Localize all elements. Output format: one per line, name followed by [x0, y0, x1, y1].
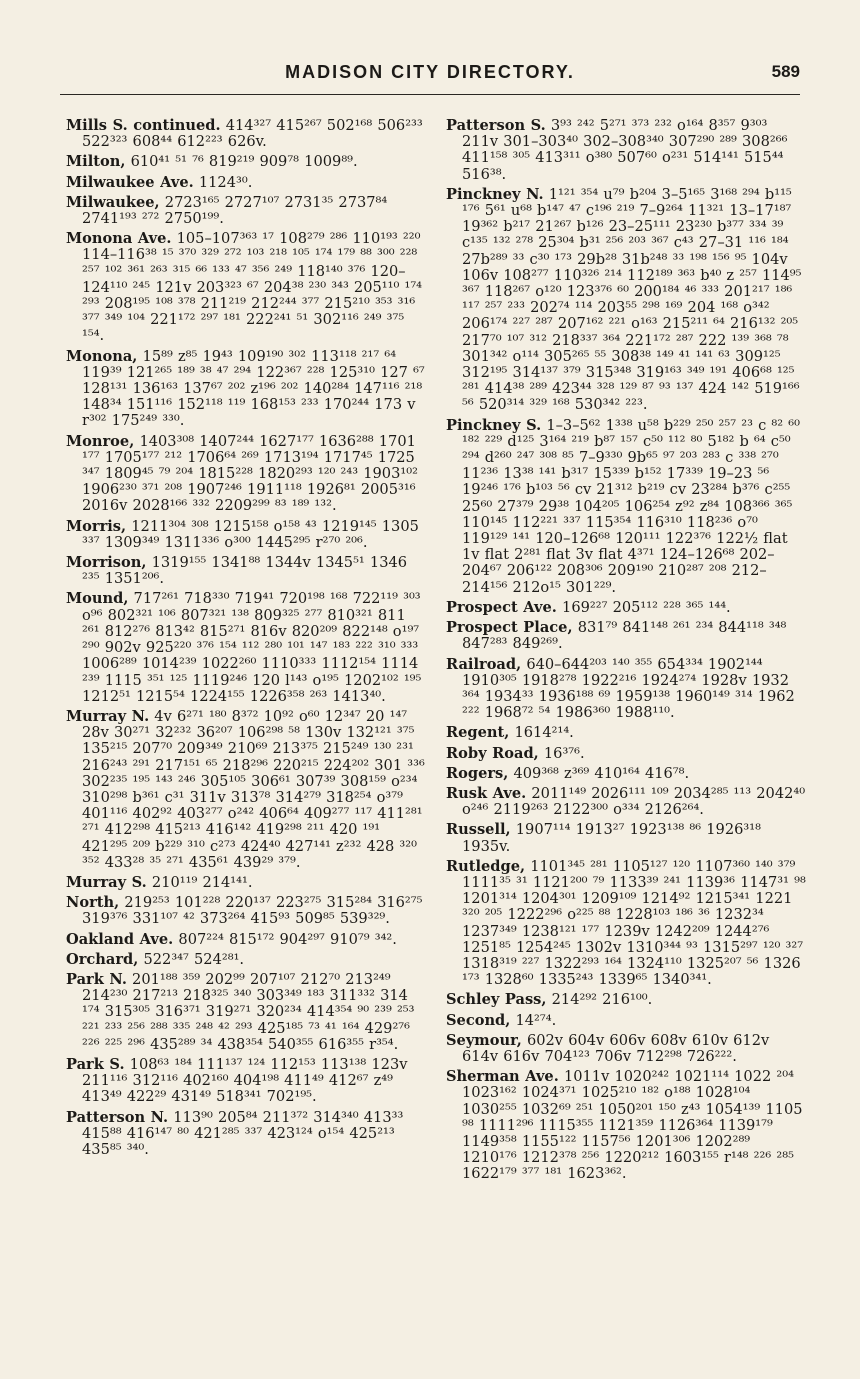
directory-entry — [66, 972, 426, 1053]
address-list: 16³⁷⁶. — [543, 744, 585, 762]
directory-entry — [446, 118, 806, 183]
street-name: Prospect Ave. — [446, 598, 557, 616]
address-list: 1124³⁰. — [198, 173, 253, 191]
address-list: 2011¹⁴⁹ 2026¹¹¹ ¹⁰⁹ 2034²⁸⁵ ¹¹³ 2042⁴⁰ o²⁴⁶ 2119²⁶³ 2122³⁰⁰ o³³⁴ 2126²⁶⁴. — [462, 784, 806, 819]
directory-entry — [66, 555, 426, 587]
address-list: 210¹¹⁹ 214¹⁴¹. — [151, 873, 253, 891]
street-name: Murray S. — [66, 873, 147, 891]
directory-entry — [446, 725, 806, 741]
directory-entry — [66, 895, 426, 927]
directory-entry — [446, 418, 806, 596]
directory-entry — [446, 822, 806, 854]
directory-entry — [446, 786, 806, 818]
address-list: 3⁹³ ²⁴² 5²⁷¹ ³⁷³ ²³² o¹⁶⁴ 8³⁵⁷ 9³⁰³ 211v 301–303⁴⁰ 302–308³⁴⁰ 307²⁹⁰ ²⁸⁹ 308²⁶⁶ 411¹⁵⁸ ³⁰⁵ 413³¹¹ o³⁸⁰ 507⁶⁰ o²³¹ 514¹⁴¹ 515⁴⁴ 516³⁸. — [462, 117, 788, 183]
right-column — [446, 118, 806, 1187]
directory-entry — [446, 657, 806, 722]
address-list: 15⁸⁹ z⁸⁵ 19⁴³ 109¹⁹⁰ ³⁰² 113¹¹⁸ ²¹⁷ ⁶⁴ 119³⁹ 121²⁶⁵ ¹⁸⁹ ³⁸ ⁴⁷ ²⁹⁴ 122³⁶⁷ ²²⁸ 125³¹⁰ 127 ⁶⁷ 128¹³¹ 136¹⁶³ 137⁶⁷ ²⁰² z¹⁹⁶ ²⁰² 140²⁸⁴ 147¹¹⁶ ²¹⁸ 148³⁴ 151¹¹⁶ 152¹¹⁸ ¹¹⁹ 168¹⁵³ ²³³ 170²⁴⁴ 173 v r³⁰² 175²⁴⁹ ³³⁰. — [82, 347, 425, 430]
directory-entry — [446, 600, 806, 616]
directory-entry — [66, 1057, 426, 1106]
street-name: Morris, — [66, 517, 127, 535]
address-list: 1319¹⁵⁵ 1341⁸⁸ 1344v 1345⁵¹ 1346 ²³⁵ 1351²⁰⁶. — [82, 554, 408, 588]
directory-entry — [446, 1069, 806, 1182]
address-list: 169²²⁷ 205¹¹² ²²⁸ ³⁶⁵ ¹⁴⁴. — [562, 598, 731, 616]
street-name: Monroe, — [66, 432, 135, 450]
street-name: Prospect Place, — [446, 619, 573, 637]
address-list: 1403³⁰⁸ 1407²⁴⁴ 1627¹⁷⁷ 1636²⁸⁸ 1701 ¹⁷⁷ 1705¹⁷⁷ ²¹² 1706⁶⁴ ²⁶⁹ 1713¹⁹⁴ 1717⁴⁵ 1725 ³⁴⁷ 1809⁴⁵ ⁷⁹ ²⁰⁴ 1815²²⁸ 1820²⁹³ ¹²⁰ ²⁴³ 1903¹⁰² 1906²³⁰ ³⁷¹ ²⁰⁸ 1907²⁴⁶ 1911¹¹⁸ 1926⁸¹ 2005³¹⁶ 2016v 2028¹⁶⁶ ³³² 2209²⁹⁹ ⁸³ ¹⁸⁹ ¹³². — [82, 432, 418, 515]
page-number: 589 — [771, 62, 800, 81]
street-name: Park S. — [66, 1055, 125, 1073]
directory-entry — [66, 1110, 426, 1159]
directory-entry — [446, 620, 806, 652]
street-name: Pinckney S. — [446, 416, 542, 434]
page-header — [60, 62, 800, 92]
address-list: 1907¹¹⁴ 1913²⁷ 1923¹³⁸ ⁸⁶ 1926³¹⁸ 1935v. — [462, 821, 761, 855]
street-name: Mills S. continued. — [66, 117, 221, 134]
address-list: 1211³⁰⁴ ³⁰⁸ 1215¹⁵⁸ o¹⁵⁸ ⁴³ 1219¹⁴⁵ 1305 ³³⁷ 1309³⁴⁹ 1311³³⁶ o³⁰⁰ 1445²⁹⁵ r²⁷⁰ ²⁰⁶. — [82, 517, 419, 551]
street-name: Seymour, — [446, 1031, 522, 1049]
address-list: 1101³⁴⁵ ²⁸¹ 1105¹²⁷ ¹²⁰ 1107³⁶⁰ ¹⁴⁰ ³⁷⁹ 1111³⁵ ³¹ 1121²⁰⁰ ⁷⁹ 1133³⁹ ²⁴¹ 1139³⁶ 1147³¹ ⁹⁸ 1201³¹⁴ 1204³⁰¹ 1209¹⁰⁹ 1214⁹² 1215³⁴¹ 1221 ³²⁰ ²⁰⁵ 1222²⁹⁶ o²²⁵ ⁸⁸ 1228¹⁰³ ¹⁸⁶ ³⁶ 1232³⁴ 1237³⁴⁹ 1238¹²¹ ¹⁷⁷ 1239v 1242²⁰⁹ 1244²⁷⁶ 1251⁸⁵ 1254²⁴⁵ 1302v 1310³⁴⁴ ⁹³ 1315²⁹⁷ ¹²⁰ ³²⁷ 1318³¹⁹ ²²⁷ 1322²⁹³ ¹⁶⁴ 1324¹¹⁰ 1325²⁰⁷ ⁵⁶ 1326 ¹⁷³ 1328⁶⁰ 1335²⁴³ 1339⁶⁵ 1340³⁴¹. — [462, 857, 806, 989]
street-name: Rogers, — [446, 764, 509, 782]
street-name: Second, — [446, 1011, 511, 1029]
street-name: Schley Pass, — [446, 991, 547, 1009]
directory-entry — [66, 231, 426, 344]
street-name: Park N. — [66, 970, 127, 988]
address-list: 522³⁴⁷ 524²⁸¹. — [143, 950, 245, 968]
directory-entry — [66, 875, 426, 891]
address-list: 1¹²¹ ³⁵⁴ u⁷⁹ b²⁰⁴ 3–5¹⁶⁵ 3¹⁶⁸ ²⁹⁴ b¹¹⁵ ¹⁷⁶ 5⁶¹ u⁶⁸ b¹⁴⁷ ⁴⁷ c¹⁹⁶ ²¹⁹ 7–9²⁶⁴ 11³²¹ 13–17¹⁸⁷ 19³⁶² b²¹⁷ 21²⁶⁷ b¹²⁶ 23–25¹¹¹ 23²³⁰ b³⁷⁷ ³³⁴ ³⁹ c¹³⁵ ¹³² ²⁷⁸ 25³⁰⁴ b³¹ ²⁵⁶ ²⁰³ ³⁶⁷ c⁴³ 27–31 ¹¹⁶ ¹⁸⁴ 27b²⁸⁹ ³³ c³⁰ ¹⁷³ 29b²⁸ 31b²⁴⁸ ³³ ¹⁹⁸ ¹⁵⁶ ⁹⁵ 104v 106v 108²⁷⁷ 110³²⁶ ²¹⁴ 112¹⁸⁹ ³⁶³ b⁴⁰ z ²⁵⁷ 114⁹⁵ ³⁶⁷ 118²⁶⁷ o¹²⁰ 123³⁷⁶ ⁶⁰ 200¹⁸⁴ ⁴⁶ ³³³ 201²¹⁷ ¹⁸⁶ ¹¹⁷ ²⁵⁷ ²³³ 202⁷⁴ ¹¹⁴ 203⁵⁵ ²⁹⁸ ¹⁶⁹ 204 ¹⁶⁸ o³⁴² 206¹⁷⁴ ²²⁷ ²⁸⁷ 207¹⁶² ²²¹ o¹⁶³ 215²¹¹ ⁶⁴ 216¹³² ²⁰⁵ 217⁷⁰ ¹⁰⁷ ³¹² 218³³⁷ ³⁶⁴ 221¹⁷² ²⁸⁷ 222 ¹³⁹ ³⁶⁸ ⁷⁸ 301³⁴² o¹¹⁴ 305²⁶⁵ ⁵⁵ 308³⁸ ¹⁴⁹ ⁴¹ ¹⁴¹ ⁶³ 309¹²⁵ 312¹⁹⁵ 314¹³⁷ ³⁷⁹ 315³⁴⁸ 319¹⁶³ ³⁴⁹ ¹⁹¹ 406⁶⁸ ¹²⁵ ²⁸¹ 414³⁸ ²⁸⁹ 423⁴⁴ ³²⁸ ¹²⁹ ⁸⁷ ⁹³ ¹³⁷ 424 ¹⁴² 519¹⁶⁶ ⁵⁶ 520³¹⁴ ³²⁹ ¹⁶⁸ 530³⁴² ²²³. — [462, 185, 802, 414]
street-name: Sherman Ave. — [446, 1068, 559, 1086]
street-name: Rutledge, — [446, 857, 526, 875]
page-title: MADISON CITY DIRECTORY. — [285, 62, 575, 82]
address-list: 1–3–5⁶² 1³³⁸ u⁵⁸ b²²⁹ ²⁵⁰ ²⁵⁷ ²³ c ⁸² ⁶⁰ ¹⁸² ²²⁹ d¹²⁵ 3¹⁶⁴ ²¹⁹ b⁸⁷ ¹⁵⁷ c⁵⁰ ¹¹² ⁸⁰ 5¹⁸² b ⁶⁴ c⁵⁰ ²⁹⁴ d²⁶⁰ ²⁴⁷ ³⁰⁸ ⁸⁵ 7–9³³⁰ 9b⁶⁵ ⁹⁷ ²⁰³ ²⁸³ c ³³⁸ ²⁷⁰ 11²³⁶ 13³⁸ ¹⁴¹ b³¹⁷ 15³³⁹ b¹⁵² 17³³⁹ 19–23 ⁵⁶ 19²⁴⁶ ¹⁷⁶ b¹⁰³ ⁵⁶ cv 21³¹² b²¹⁹ cv 23²⁸⁴ b³⁷⁶ c²⁵⁵ 25⁶⁰ 27³⁷⁹ 29³⁸ 104²⁰⁵ 106²⁵⁴ z⁹² z⁸⁴ 108³⁶⁶ ³⁶⁵ 110¹⁴⁵ 112²²¹ ³³⁷ 115³⁵⁴ 116³¹⁰ 118²³⁶ o⁷⁰ 119¹²⁹ ¹⁴¹ 120–126⁶⁸ 120¹¹¹ 122³⁷⁶ 122½ flat 1v flat 2²⁸¹ flat 3v flat 4³⁷¹ 124–126⁶⁸ 202–204⁶⁷ 206¹²² 208³⁰⁶ 209¹⁹⁰ 210²⁸⁷ ²⁰⁸ 212–214¹⁵⁶ 212o¹⁵ 301²²⁹. — [462, 416, 800, 596]
street-name: Rusk Ave. — [446, 784, 527, 802]
street-name: Milwaukee Ave. — [66, 173, 194, 191]
address-list: 414³²⁷ 415²⁶⁷ 502¹⁶⁸ 506²³³ 522³²³ 608⁴⁴ 612²²³ 626v. — [82, 117, 423, 151]
directory-entry — [66, 519, 426, 551]
directory-entry — [66, 195, 426, 227]
directory-entry — [446, 992, 806, 1008]
address-list: 640–644²⁰³ ¹⁴⁰ ³⁵⁵ 654³³⁴ 1902¹⁴⁴ 1910³⁰⁵ 1918²⁷⁸ 1922²¹⁶ 1924²⁷⁴ 1928v 1932 ³⁶⁴ 1934³³ 1936¹⁸⁸ ⁶⁹ 1959¹³⁸ 1960¹⁴⁹ ³¹⁴ 1962 ²²² 1968⁷² ⁵⁴ 1986³⁶⁰ 1988¹¹⁰. — [462, 655, 795, 722]
address-list: 219²⁵³ 101²²⁸ 220¹³⁷ 223²⁷⁵ 315²⁸⁴ 316²⁷⁵ 319³⁷⁶ 331¹⁰⁷ ⁴² 373²⁶⁴ 415⁹³ 509⁸⁵ 539³²⁹. — [82, 894, 423, 928]
address-list: 807²²⁴ 815¹⁷² 904²⁹⁷ 910⁷⁹ ³⁴². — [178, 930, 397, 948]
street-name: Patterson N. — [66, 1108, 169, 1126]
street-name: Russell, — [446, 821, 511, 839]
address-list: 1011v 1020²⁴² 1021¹¹⁴ 1022 ²⁰⁴ 1023¹⁶² 1024³⁷¹ 1025²¹⁰ ¹⁸² o¹⁸⁸ 1028¹⁰⁴ 1030²⁵⁵ 1032⁶⁹ ²⁵¹ 1050²⁰¹ ¹⁵⁰ z⁴³ 1054¹³⁹ 1105 ⁹⁸ 1111²⁹⁶ 1115³⁵⁵ 1121³⁵⁹ 1126³⁶⁴ 1139¹⁷⁹ 1149³⁵⁸ 1155¹²² 1157⁵⁶ 1201³⁰⁶ 1202²⁸⁹ 1210¹⁷⁶ 1212³⁷⁸ ²⁵⁶ 1220²¹² 1603¹⁵⁵ r¹⁴⁸ ²²⁶ ²⁸⁵ 1622¹⁷⁹ ³⁷⁷ ¹⁸¹ 1623³⁶². — [462, 1068, 803, 1183]
address-list: 409³⁶⁸ z³⁶⁹ 410¹⁶⁴ 416⁷⁸. — [513, 764, 690, 782]
street-name: Mound, — [66, 590, 129, 608]
left-column — [66, 118, 426, 1162]
directory-entry — [446, 746, 806, 762]
address-list: 831⁷⁹ 841¹⁴⁸ ²⁶¹ ²³⁴ 844¹¹⁸ ³⁴⁸ 847²⁸³ 849²⁶⁹. — [462, 619, 787, 653]
street-name: Railroad, — [446, 655, 522, 673]
street-name: Oakland Ave. — [66, 930, 174, 948]
address-list: 717²⁶¹ 718³³⁰ 719⁴¹ 720¹⁹⁸ ¹⁶⁸ 722¹¹⁹ ³⁰³ o⁹⁶ 802³²¹ ¹⁰⁶ 807³²¹ ¹³⁸ 809³²⁵ ²⁷⁷ 810³²¹ 811 ²⁶¹ 812²⁷⁶ 813⁴² 815²⁷¹ 816v 820²⁰⁹ 822¹⁴⁸ o¹⁹⁷ ²⁹⁰ 902v 925²²⁰ ³⁷⁶ ¹⁵⁴ ¹¹² ²⁸⁰ ¹⁰¹ ¹⁴⁷ ¹⁸³ ²²² ³¹⁰ ³³³ 1006²⁸⁹ 1014²³⁹ 1022²⁶⁰ 1110³³³ 1112¹⁵⁴ 1114 ²³⁹ 1115 ³⁵¹ ¹²⁵ 1119²⁴⁶ 120 l¹⁴³ o¹⁹⁵ 1202¹⁰² ¹⁹⁵ 1212⁵¹ 1215⁵⁴ 1224¹⁵⁵ 1226³⁵⁸ ²⁶³ 1413⁴⁰. — [82, 590, 422, 705]
address-list: 113⁹⁰ 205⁸⁴ 211³⁷² 314³⁴⁰ 413³³ 415⁸⁸ 416¹⁴⁷ ⁸⁰ 421²⁸⁵ ³³⁷ 423¹²⁴ o¹⁵⁴ 425²¹³ 435⁸⁵ ³⁴⁰. — [82, 1108, 404, 1158]
directory-entry — [66, 591, 426, 704]
address-list: 214²⁹² 216¹⁰⁰. — [551, 991, 653, 1009]
street-name: Regent, — [446, 724, 510, 742]
directory-entry — [446, 859, 806, 989]
directory-entry — [66, 175, 426, 191]
directory-entry — [66, 349, 426, 430]
address-list: 201¹⁸⁸ ³⁵⁹ 202⁹⁹ 207¹⁰⁷ 212⁷⁰ 213²⁴⁹ 214²³⁰ 217²¹³ 218³²⁵ ³⁴⁰ 303³⁴⁹ ¹⁸³ 311³³² 314 ¹⁷⁴ 315³⁰⁵ 316³⁷¹ 319²⁷¹ 320²³⁴ 414³⁵⁴ ⁹⁰ ²³⁹ ²⁵³ ²²¹ ²³³ ²⁵⁶ ²⁸⁸ ³³⁵ ²⁴⁸ ⁴² ²⁹³ 425¹⁸⁵ ⁷³ ⁴¹ ¹⁶⁴ 429²⁷⁶ ²²⁶ ²²⁵ ²⁹⁶ 435²⁸⁹ ³⁴ 438³⁵⁴ 540³⁵⁵ 616³⁵⁵ r³⁵⁴. — [82, 970, 415, 1053]
street-name: Pinckney N. — [446, 185, 544, 203]
address-list: 610⁴¹ ⁵¹ ⁷⁶ 819²¹⁹ 909⁷⁸ 1009⁸⁹. — [130, 153, 358, 171]
address-list: 108⁶³ ¹⁸⁴ 111¹³⁷ ¹²⁴ 112¹⁵³ 113¹³⁸ 123v 211¹¹⁶ 312¹¹⁶ 402¹⁶⁰ 404¹⁹⁸ 411⁴⁹ 412⁶⁷ z⁴⁹ 413⁴⁹ 422²⁹ 431⁴⁹ 518³⁴¹ 702¹⁹⁵. — [82, 1055, 408, 1106]
address-list: 602v 604v 606v 608v 610v 612v 614v 616v 704¹²³ 706v 712²⁹⁸ 726²²². — [462, 1031, 770, 1065]
address-list: 105–107³⁶³ ¹⁷ 108²⁷⁹ ²⁸⁶ 110¹⁹³ ²²⁰ 114–116³⁸ ¹⁵ ³⁷⁰ ³²⁹ ²⁷² ¹⁰³ ²¹⁸ ¹⁰⁵ ¹⁷⁴ ¹⁷⁹ ⁸⁸ ³⁰⁰ ²²⁸ ²⁵⁷ ¹⁰² ³⁶¹ ²⁶³ ³¹⁵ ⁶⁶ ¹³³ ⁴⁷ ³⁵⁶ ²⁴⁹ 118¹⁴⁰ ³⁷⁶ 120–124¹¹⁰ ²⁴⁵ 121v 203³²³ ⁶⁷ 204³⁸ ²³⁰ ³⁴³ 205¹¹⁰ ¹⁷⁴ ²⁹³ 208¹⁹⁵ ¹⁰⁸ ³⁷⁸ 211²¹⁹ 212²⁴⁴ ³⁷⁷ 215²¹⁰ ³⁵³ ³¹⁶ ³⁷⁷ ³⁴⁹ ¹⁰⁴ 221¹⁷² ²⁹⁷ ¹⁸¹ 222²⁴¹ ⁵¹ 302¹¹⁶ ²⁴⁹ ³⁷⁵ ¹⁵⁴. — [82, 230, 423, 345]
directory-entry — [66, 709, 426, 871]
address-list: 1614²¹⁴. — [514, 724, 574, 742]
street-name: Murray N. — [66, 707, 150, 725]
street-name: Roby Road, — [446, 744, 539, 762]
street-name: North, — [66, 894, 120, 912]
street-name: Orchard, — [66, 950, 139, 968]
directory-entry — [446, 1033, 806, 1065]
directory-entry — [446, 187, 806, 414]
directory-entry — [66, 952, 426, 968]
street-name: Milton, — [66, 153, 126, 171]
directory-entry — [66, 118, 426, 150]
directory-entry — [66, 932, 426, 948]
directory-entry — [66, 154, 426, 170]
directory-entry — [66, 434, 426, 515]
address-list: 14²⁷⁴. — [515, 1011, 557, 1029]
directory-entry — [446, 1013, 806, 1029]
street-name: Patterson S. — [446, 117, 546, 134]
header-rule — [60, 94, 800, 95]
directory-entry — [446, 766, 806, 782]
street-name: Monona Ave. — [66, 230, 172, 248]
address-list: 4v 6²⁷¹ ¹⁸⁰ 8³⁷² 10⁹² o⁶⁰ 12³⁴⁷ 20 ¹⁴⁷ 28v 30²⁷¹ 32²³² 36²⁰⁷ 106²⁹⁸ ⁵⁸ 130v 132¹²¹ ³⁷⁵ 135²¹⁵ 207⁷⁰ 209³⁴⁹ 210⁶⁹ 213³⁷⁵ 215²⁴⁹ ¹³⁰ ²³¹ 216²⁴³ ²⁹¹ 217¹⁵¹ ⁶⁵ 218²⁹⁶ 220²¹⁵ 224²⁰² 301 ³³⁶ 302²³⁵ ¹⁹⁵ ¹⁴³ ²⁴⁶ 305¹⁰⁵ 306⁶¹ 307³⁹ 308¹⁵⁹ o²³⁴ 310²⁹⁸ b³⁶¹ c³¹ 311v 313⁷⁸ 314²⁷⁹ 318²⁵⁴ o³⁷⁹ 401¹¹⁶ 402⁹² 403²⁷⁷ o²⁴² 406⁶⁴ 409²⁷⁷ ¹¹⁷ 411²⁸¹ ²⁷¹ 412²⁹⁸ 415²¹³ 416¹⁴² 419²⁹⁸ ²¹¹ 420 ¹⁹¹ 421²⁹⁵ ²⁰⁹ b²²⁹ ³¹⁰ c²⁷³ 424⁴⁰ 427¹⁴¹ z²³² 428 ³²⁰ ³⁵² 433²⁸ ³⁵ ²⁷¹ 435⁶¹ 439²⁹ ³⁷⁹. — [82, 707, 425, 871]
address-list: 2723¹⁶⁵ 2727¹⁰⁷ 2731³⁵ 2737⁸⁴ 2741¹⁹³ ²⁷² 2750¹⁹⁹. — [82, 193, 388, 228]
street-name: Monona, — [66, 347, 138, 365]
street-name: Morrison, — [66, 554, 147, 572]
street-name: Milwaukee, — [66, 193, 160, 211]
